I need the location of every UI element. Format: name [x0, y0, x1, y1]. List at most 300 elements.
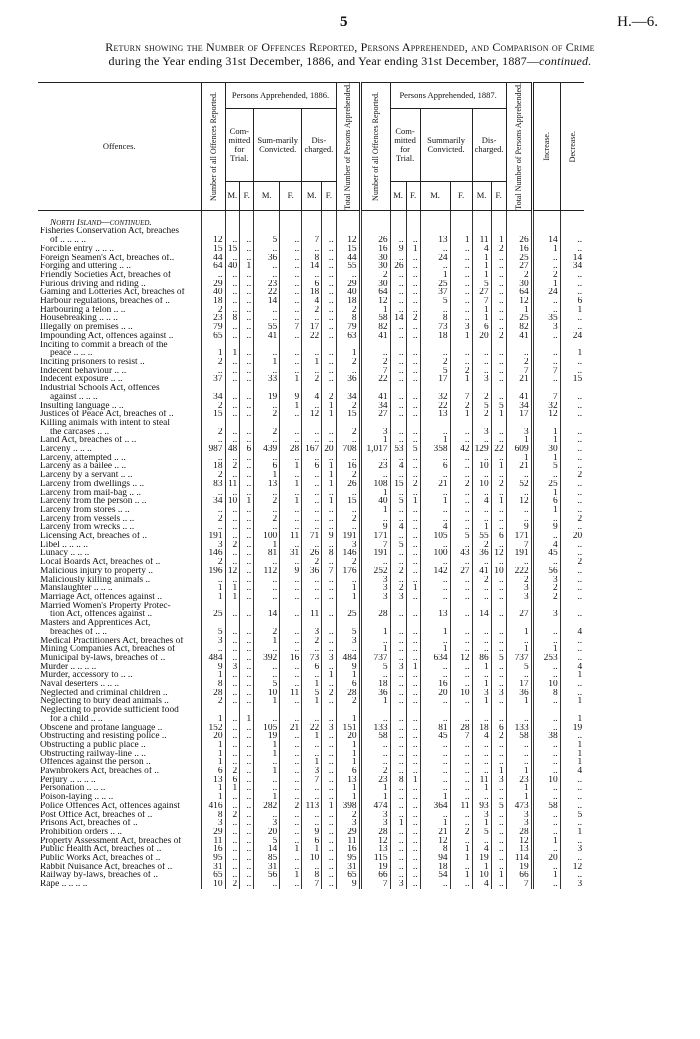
table-cell: ..: [406, 254, 420, 263]
table-row: [38, 358, 584, 367]
table-cell: ..: [254, 367, 280, 376]
table-cell: 5: [390, 541, 406, 550]
table-cell: ..: [450, 671, 472, 680]
offence-name: Illegally on premises .. ..: [40, 323, 133, 332]
table-cell: ..: [240, 332, 254, 341]
table-row: [38, 375, 584, 384]
table-cell: [420, 384, 450, 393]
table-cell: ..: [240, 767, 254, 776]
table-cell: 13: [420, 236, 450, 245]
table-cell: ..: [280, 245, 302, 254]
table-cell: ..: [472, 671, 491, 680]
table-cell: 21: [280, 724, 302, 733]
table-cell: 1: [254, 793, 280, 802]
table-cell: ..: [225, 863, 240, 872]
table-cell: ..: [532, 375, 560, 384]
table-cell: ..: [225, 671, 240, 680]
table-cell: ..: [406, 393, 420, 402]
table-cell: 12: [336, 236, 360, 245]
table-cell: ..: [390, 697, 406, 706]
table-cell: ..: [225, 254, 240, 263]
table-cell: ..: [240, 776, 254, 785]
table-cell: 12: [450, 654, 472, 663]
table-cell: 146: [336, 549, 360, 558]
table-cell: ..: [280, 332, 302, 341]
table-cell: [240, 706, 254, 715]
table-cell: 1: [420, 271, 450, 280]
table-cell: ..: [322, 680, 336, 689]
table-cell: ..: [302, 436, 322, 445]
table-cell: ..: [406, 715, 420, 724]
table-cell: 13: [254, 480, 280, 489]
table-cell: 28: [360, 828, 390, 837]
table-row: [38, 332, 584, 341]
table-cell: 44: [201, 254, 225, 263]
table-cell: 3: [201, 637, 225, 646]
table-cell: ..: [254, 262, 280, 271]
table-cell: ..: [225, 793, 240, 802]
table-cell: 2: [336, 811, 360, 820]
table-cell: ..: [322, 323, 336, 332]
table-cell: ..: [491, 637, 506, 646]
table-cell: ..: [201, 271, 225, 280]
table-cell: ..: [280, 454, 302, 463]
table-cell: 16: [336, 845, 360, 854]
table-cell: ..: [532, 767, 560, 776]
table-cell: 1: [532, 837, 560, 846]
table-cell: ..: [254, 314, 280, 323]
table-cell: ..: [560, 854, 584, 863]
table-cell: 1: [240, 715, 254, 724]
table-cell: ..: [560, 593, 584, 602]
table-cell: ..: [472, 758, 491, 767]
table-cell: [420, 227, 450, 236]
table-cell: 1: [406, 776, 420, 785]
table-cell: ..: [420, 558, 450, 567]
table-cell: ..: [406, 845, 420, 854]
table-cell: 10: [472, 871, 491, 880]
table-cell: ..: [254, 645, 280, 654]
table-cell: ..: [406, 358, 420, 367]
table-cell: ..: [560, 645, 584, 654]
table-cell: ..: [225, 471, 240, 480]
table-cell: 22: [302, 332, 322, 341]
table-cell: 1: [472, 663, 491, 672]
table-cell: ..: [420, 489, 450, 498]
offence-name: Mining Companies Act, breaches of: [40, 645, 176, 654]
table-cell: 1: [322, 671, 336, 680]
table-cell: ..: [491, 541, 506, 550]
table-row: [38, 236, 584, 245]
table-cell: 392: [254, 654, 280, 663]
table-cell: 14: [254, 610, 280, 619]
table-cell: 55: [336, 262, 360, 271]
table-cell: 1: [420, 628, 450, 637]
table-row: [38, 454, 584, 463]
table-cell: 1: [302, 758, 322, 767]
table-cell: 1: [201, 584, 225, 593]
table-cell: ..: [450, 489, 472, 498]
table-cell: [491, 341, 506, 350]
table-cell: [201, 227, 225, 236]
table-row: [38, 558, 584, 567]
table-cell: ..: [472, 367, 491, 376]
table-cell: ..: [390, 828, 406, 837]
table-cell: 1: [201, 793, 225, 802]
table-cell: ..: [225, 506, 240, 515]
table-cell: 1: [560, 671, 584, 680]
table-cell: ..: [420, 245, 450, 254]
table-cell: [491, 419, 506, 428]
table-cell: ..: [225, 715, 240, 724]
table-cell: 3: [225, 663, 240, 672]
table-row: [38, 532, 584, 541]
table-cell: ..: [472, 750, 491, 759]
table-cell: ..: [406, 428, 420, 437]
table-cell: 2: [225, 541, 240, 550]
table-cell: ..: [280, 793, 302, 802]
table-cell: ..: [322, 358, 336, 367]
table-cell: ..: [450, 776, 472, 785]
table-cell: ..: [406, 610, 420, 619]
table-cell: 18: [472, 724, 491, 733]
table-cell: ..: [360, 637, 390, 646]
table-cell: 12: [491, 549, 506, 558]
table-cell: 1: [302, 697, 322, 706]
table-cell: 24: [560, 332, 584, 341]
table-cell: ..: [532, 880, 560, 889]
offence-name: Lunacy .. .. ..: [40, 549, 90, 559]
table-cell: ..: [240, 532, 254, 541]
table-cell: ..: [420, 515, 450, 524]
table-cell: 1: [302, 358, 322, 367]
table-cell: 2: [406, 314, 420, 323]
table-cell: ..: [406, 654, 420, 663]
table-cell: ..: [406, 515, 420, 524]
table-cell: 4: [302, 297, 322, 306]
table-cell: ..: [240, 758, 254, 767]
table-cell: ..: [322, 436, 336, 445]
col-m: M.: [302, 182, 322, 211]
table-cell: ..: [336, 576, 360, 585]
table-cell: [280, 706, 302, 715]
table-cell: 5: [472, 402, 491, 411]
table-cell: ..: [302, 541, 322, 550]
table-cell: ..: [225, 410, 240, 419]
table-cell: ..: [450, 254, 472, 263]
table-cell: 3: [491, 776, 506, 785]
table-cell: 14: [532, 236, 560, 245]
table-row: [38, 262, 584, 271]
table-cell: [450, 384, 472, 393]
table-cell: 5: [201, 628, 225, 637]
table-cell: ..: [280, 271, 302, 280]
table-cell: ..: [406, 489, 420, 498]
table-cell: [390, 602, 406, 611]
table-cell: 1: [506, 793, 532, 802]
table-cell: 22: [254, 288, 280, 297]
table-cell: 26: [336, 480, 360, 489]
table-cell: 6: [302, 663, 322, 672]
table-cell: 1: [225, 584, 240, 593]
table-cell: 6: [336, 767, 360, 776]
offence-name: Insulting language .. ..: [40, 401, 124, 411]
table-cell: 23: [506, 776, 532, 785]
table-cell: ..: [390, 367, 406, 376]
table-cell: ..: [420, 576, 450, 585]
table-cell: ..: [450, 358, 472, 367]
table-cell: ..: [322, 288, 336, 297]
table-cell: 1: [322, 480, 336, 489]
table-cell: 40: [201, 288, 225, 297]
table-cell: ..: [450, 767, 472, 776]
table-cell: [336, 419, 360, 428]
table-cell: [491, 227, 506, 236]
table-cell: ..: [254, 593, 280, 602]
table-cell: 2: [201, 515, 225, 524]
offence-name: Larceny as a bailee .. ..: [40, 462, 127, 472]
table-cell: ..: [390, 532, 406, 541]
table-cell: 1: [472, 680, 491, 689]
table-cell: 3: [472, 811, 491, 820]
table-cell: ..: [225, 628, 240, 637]
table-cell: 5: [472, 828, 491, 837]
table-cell: 191: [360, 549, 390, 558]
table-cell: ..: [491, 610, 506, 619]
table-cell: ..: [280, 410, 302, 419]
table-cell: ..: [390, 323, 406, 332]
table-cell: ..: [302, 576, 322, 585]
table-cell: [532, 227, 560, 236]
table-cell: ..: [532, 262, 560, 271]
table-cell: 12: [506, 497, 532, 506]
table-cell: ..: [280, 584, 302, 593]
table-cell: 1: [302, 732, 322, 741]
table-cell: ..: [472, 358, 491, 367]
table-cell: [336, 341, 360, 350]
table-cell: [420, 619, 450, 628]
table-cell: ..: [472, 584, 491, 593]
table-cell: 9: [280, 393, 302, 402]
table-cell: 1: [450, 854, 472, 863]
table-cell: ..: [560, 323, 584, 332]
table-cell: 15: [336, 410, 360, 419]
table-cell: [254, 227, 280, 236]
table-cell: ..: [225, 871, 240, 880]
table-cell: 1: [472, 697, 491, 706]
table-cell: ..: [225, 741, 240, 750]
table-cell: 31: [201, 863, 225, 872]
table-cell: 10: [254, 689, 280, 698]
table-cell: ..: [201, 436, 225, 445]
table-cell: [390, 706, 406, 715]
table-cell: 151: [336, 724, 360, 733]
table-cell: [280, 619, 302, 628]
table-cell: 3: [322, 654, 336, 663]
table-cell: 1: [560, 349, 584, 358]
table-cell: [472, 619, 491, 628]
table-cell: 4: [472, 732, 491, 741]
table-cell: ..: [225, 645, 240, 654]
table-cell: ..: [390, 436, 406, 445]
table-cell: 1: [472, 271, 491, 280]
table-row: [38, 610, 584, 619]
table-cell: ..: [491, 680, 506, 689]
table-cell: [472, 384, 491, 393]
table-cell: ..: [532, 828, 560, 837]
table-cell: ..: [560, 445, 584, 454]
table-cell: [302, 706, 322, 715]
table-cell: 3: [390, 593, 406, 602]
table-cell: 14: [254, 845, 280, 854]
table-cell: ..: [336, 367, 360, 376]
table-cell: [420, 419, 450, 428]
table-cell: ..: [450, 436, 472, 445]
table-cell: [322, 419, 336, 428]
table-cell: ..: [390, 506, 406, 515]
table-cell: ..: [225, 358, 240, 367]
table-cell: 17: [506, 680, 532, 689]
table-cell: ..: [491, 349, 506, 358]
table-row: [38, 497, 584, 506]
table-cell: ..: [406, 532, 420, 541]
offence-name: Inciting to commit a breach of the: [40, 340, 168, 350]
table-cell: ..: [491, 262, 506, 271]
table-row: [38, 715, 584, 724]
table-cell: 8: [201, 680, 225, 689]
table-cell: ..: [280, 776, 302, 785]
table-cell: ..: [280, 750, 302, 759]
table-cell: ..: [491, 593, 506, 602]
table-cell: ..: [225, 532, 240, 541]
table-cell: 2: [491, 732, 506, 741]
table-cell: ..: [406, 567, 420, 576]
table-cell: ..: [491, 297, 506, 306]
table-cell: ..: [254, 402, 280, 411]
table-cell: ..: [506, 506, 532, 515]
table-cell: 26: [302, 549, 322, 558]
table-cell: 36: [472, 549, 491, 558]
table-cell: 100: [420, 549, 450, 558]
table-cell: 1: [506, 436, 532, 445]
table-cell: ..: [491, 819, 506, 828]
table-cell: 11: [280, 532, 302, 541]
table-cell: ..: [532, 697, 560, 706]
table-row: [38, 593, 584, 602]
table-cell: ..: [532, 332, 560, 341]
table-cell: 1: [201, 671, 225, 680]
table-cell: ..: [390, 845, 406, 854]
table-cell: ..: [225, 436, 240, 445]
offence-name: Indecent behaviour .. ..: [40, 366, 127, 376]
table-cell: 2: [532, 584, 560, 593]
table-cell: 16: [420, 680, 450, 689]
table-cell: ..: [406, 306, 420, 315]
offence-name: Furious driving and riding ..: [40, 279, 146, 289]
table-cell: 9: [280, 567, 302, 576]
table-row: [38, 436, 584, 445]
table-cell: [360, 602, 390, 611]
table-cell: ..: [280, 593, 302, 602]
offence-name: Perjury .. .. .. ..: [40, 775, 96, 785]
table-row: [38, 671, 584, 680]
table-cell: 27: [360, 410, 390, 419]
table-cell: ..: [225, 680, 240, 689]
table-cell: 3: [390, 880, 406, 889]
table-cell: 9: [322, 532, 336, 541]
table-row: [38, 567, 584, 576]
table-cell: 2: [491, 480, 506, 489]
table-cell: ..: [450, 680, 472, 689]
table-cell: 28: [280, 445, 302, 454]
table-cell: ..: [406, 819, 420, 828]
section-heading: North Island—continued.: [50, 218, 152, 228]
table-cell: 5: [491, 654, 506, 663]
col-f: F.: [280, 182, 302, 211]
offence-name: Fisheries Conservation Act, breaches: [40, 227, 180, 237]
table-cell: ..: [491, 523, 506, 532]
table-cell: 2: [506, 271, 532, 280]
table-cell: ..: [240, 245, 254, 254]
table-cell: 2: [506, 576, 532, 585]
table-cell: 1: [491, 236, 506, 245]
table-cell: ..: [302, 741, 322, 750]
table-cell: ..: [491, 863, 506, 872]
table-cell: ..: [336, 271, 360, 280]
table-cell: ..: [420, 262, 450, 271]
table-cell: 4: [532, 541, 560, 550]
table-cell: 20: [472, 332, 491, 341]
table-cell: 1: [406, 245, 420, 254]
table-cell: 2: [336, 358, 360, 367]
table-cell: ..: [322, 523, 336, 532]
table-cell: [201, 419, 225, 428]
table-cell: 7: [360, 367, 390, 376]
table-cell: 7: [450, 393, 472, 402]
table-cell: ..: [322, 811, 336, 820]
table-cell: ..: [491, 393, 506, 402]
table-cell: ..: [240, 428, 254, 437]
table-cell: 1: [336, 758, 360, 767]
offence-name: Obstructing railway-line .. ..: [40, 749, 146, 759]
table-cell: 2: [254, 410, 280, 419]
table-cell: ..: [360, 750, 390, 759]
table-cell: [322, 341, 336, 350]
table-cell: 41: [506, 332, 532, 341]
table-row: [38, 741, 584, 750]
table-cell: 7: [302, 776, 322, 785]
table-cell: ..: [450, 506, 472, 515]
table-cell: ..: [420, 880, 450, 889]
table-cell: ..: [560, 819, 584, 828]
offence-name: Pawnbrokers Act, breaches of ..: [40, 767, 159, 776]
table-cell: 11: [280, 689, 302, 698]
table-cell: ..: [532, 793, 560, 802]
col-apprehended-1887: Persons Apprehended, 1887.: [390, 83, 506, 109]
col-decrease: Decrease.: [560, 83, 584, 211]
table-cell: ..: [240, 584, 254, 593]
table-row: [38, 819, 584, 828]
table-cell: 1: [360, 784, 390, 793]
table-cell: ..: [302, 428, 322, 437]
table-cell: 19: [360, 863, 390, 872]
table-cell: 16: [506, 245, 532, 254]
table-row: [38, 280, 584, 289]
table-cell: ..: [560, 367, 584, 376]
table-cell: ..: [450, 576, 472, 585]
table-cell: ..: [322, 871, 336, 880]
table-cell: ..: [560, 871, 584, 880]
